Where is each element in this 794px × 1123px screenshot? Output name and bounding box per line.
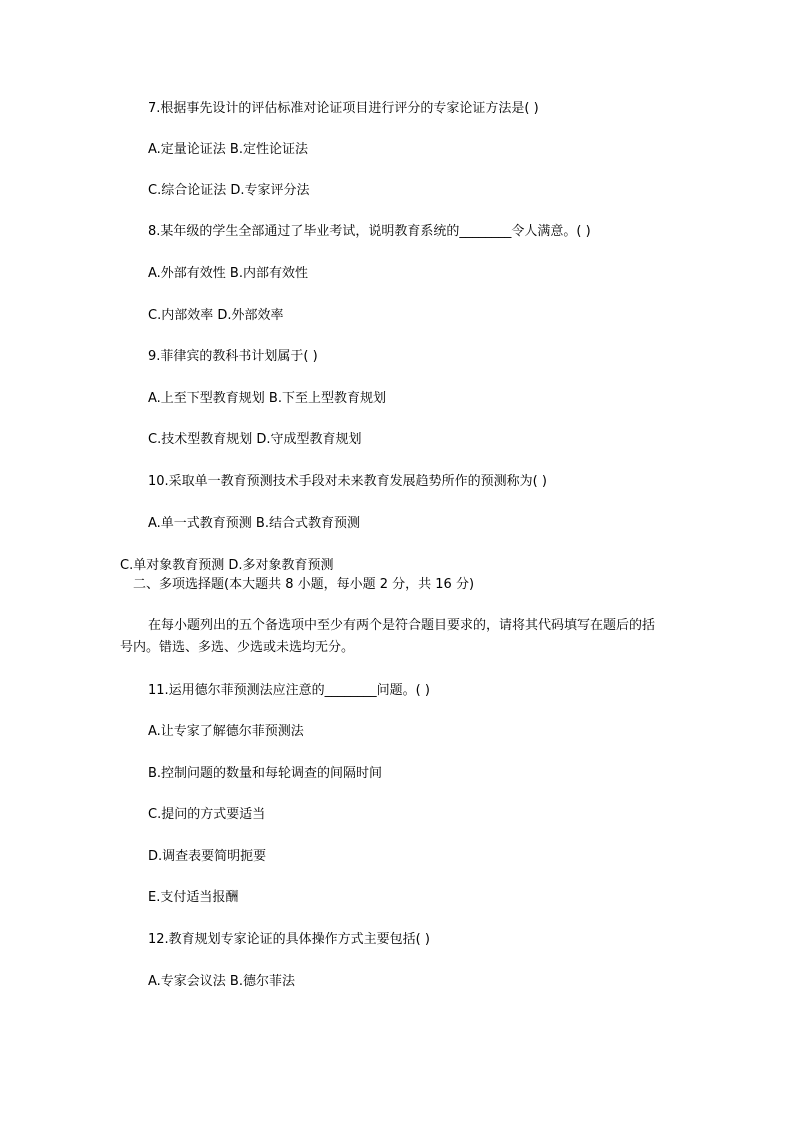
q11-option-b: B.控制问题的数量和每轮调查的间隔时间 xyxy=(148,766,383,781)
q8-options-cd: C.内部效率 D.外部效率 xyxy=(148,308,284,323)
q8-stem: 8.某年级的学生全部通过了毕业考试，说明教育系统的________令人满意。( ) xyxy=(148,224,591,239)
q10-options-cd: C.单对象教育预测 D.多对象教育预测 xyxy=(120,558,334,573)
q7-options-cd: C.综合论证法 D.专家评分法 xyxy=(148,183,310,198)
q11-option-d: D.调查表要简明扼要 xyxy=(148,849,267,864)
q11-stem: 11.运用德尔菲预测法应注意的________问题。( ) xyxy=(148,683,430,698)
q9-stem: 9.菲律宾的教科书计划属于( ) xyxy=(148,349,318,364)
section-instruction: 在每小题列出的五个备选项中至少有两个是符合题目要求的，请将其代码填写在题后的括号内。错选、多选、少选或未选均无分。 xyxy=(120,618,656,655)
q8-options-ab: A.外部有效性 B.内部有效性 xyxy=(148,266,308,281)
q11-option-e: E.支付适当报酬 xyxy=(148,890,239,905)
q9-options-cd: C.技术型教育规划 D.守成型教育规划 xyxy=(148,432,362,447)
q12-stem: 12.教育规划专家论证的具体操作方式主要包括( ) xyxy=(148,932,430,947)
q9-options-ab: A.上至下型教育规划 B.下至上型教育规划 xyxy=(148,391,386,406)
q7-options-ab: A.定量论证法 B.定性论证法 xyxy=(148,142,308,157)
q7-stem: 7.根据事先设计的评估标准对论证项目进行评分的专家论证方法是( ) xyxy=(148,101,539,116)
q12-options-ab: A.专家会议法 B.德尔菲法 xyxy=(148,974,295,989)
q10-stem: 10.采取单一教育预测技术手段对未来教育发展趋势所作的预测称为( ) xyxy=(148,474,547,489)
section-title: 二、多项选择题(本大题共 8 小题，每小题 2 分，共 16 分) xyxy=(133,577,475,592)
q11-option-a: A.让专家了解德尔菲预测法 xyxy=(148,724,304,739)
q11-option-c: C.提问的方式要适当 xyxy=(148,807,266,822)
q10-options-ab: A.单一式教育预测 B.结合式教育预测 xyxy=(148,516,360,531)
